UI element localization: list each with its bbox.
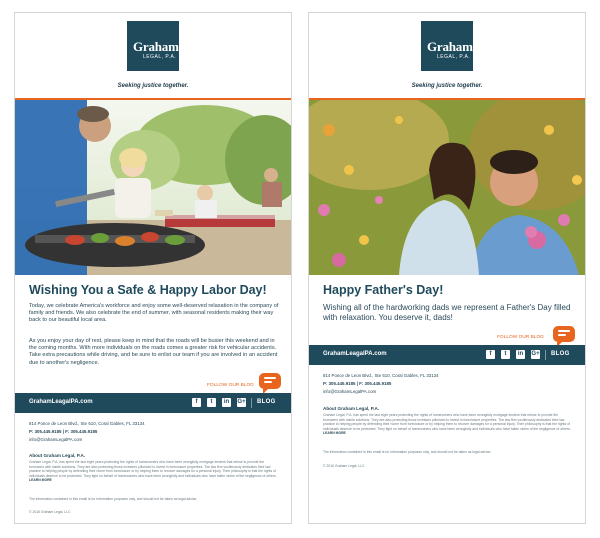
hero-image-family-bbq: [15, 100, 291, 275]
google-plus-icon[interactable]: G+: [237, 399, 246, 405]
phone-fax: P: 305.445.9185 | F: 305.445.9185: [29, 429, 98, 434]
phone-fax: P: 305.445.9185 | F: 305.445.9185: [323, 381, 392, 386]
chat-bubble-icon[interactable]: [553, 326, 575, 342]
copyright: © 2016 Graham Legal, LLC: [29, 510, 71, 514]
twitter-icon[interactable]: t: [207, 398, 216, 407]
graham-logo[interactable]: [421, 21, 473, 71]
email-card-labor-day: [14, 12, 292, 524]
follow-blog-link[interactable]: FOLLOW OUR BLOG: [497, 335, 544, 340]
bar-divider: [251, 398, 252, 408]
hero-image-father-daughter: [309, 100, 585, 275]
body-paragraph-1: Wishing all of the hardworking dads we represent a Father's Day filled with relaxation. You deserve it, dads!: [323, 303, 571, 322]
about-title: About Graham Legal, P.A.: [323, 406, 380, 411]
headline: Wishing You a Safe & Happy Labor Day!: [29, 283, 267, 297]
bar-divider: [545, 350, 546, 360]
disclaimer: The information contained in this email is for information purposes only, and should not be taken as legal advice.: [323, 450, 492, 454]
facebook-icon[interactable]: f: [486, 350, 495, 359]
footer-bar: [15, 393, 291, 413]
site-link[interactable]: GrahamLeagalPA.com: [323, 351, 387, 357]
headline: Happy Father's Day!: [323, 283, 444, 297]
tagline: Seeking justice together.: [411, 83, 483, 89]
tagline: Seeking justice together.: [117, 83, 189, 89]
about-text: [323, 413, 573, 436]
address: 814 Ponce de Leon Blvd., Ste 610, Coral Gables, FL 33134: [323, 373, 439, 378]
about-text: [29, 460, 279, 483]
email-link[interactable]: info@GrahamLegalPA.com: [29, 437, 83, 442]
body-paragraph-1: Today, we celebrate America's workforce and enjoy some well-deserved relaxation in the company of family and friends. We also celebrate the end of summer, with seasonal residents making their way back to our beautiful local area.: [29, 303, 279, 324]
logo-name: Graham: [133, 39, 179, 54]
disclaimer: The information contained in this email is for information purposes only, and should not be taken as legal advice.: [29, 497, 198, 501]
about-text-body: Graham Legal, P.A. has spent the last eight years protecting the rights of homeowners who have been wrongfully mortgage lenders that refuse to provide the borrowers with viable solutions. They are also protecting those investors pillorized to invest in foreclosure properties. The law firm vociferously dedicates their law practice to helping people by defending their home from foreclosure or by helping them to recover damages for a personal injury. Their philosophy is that the rights of individuals deserve to be protected. They fight on behalf of homeowners who have been wrongfully and individuals who have fallen victim of the negligence of others.: [29, 460, 277, 478]
learn-more-link[interactable]: LEARN MORE: [323, 431, 346, 436]
father-daughter-illustration: [309, 100, 585, 275]
logo-name: Graham: [427, 39, 473, 54]
logo-sub: LEGAL, P.A.: [143, 54, 177, 60]
chat-line: [558, 330, 570, 332]
google-plus-icon[interactable]: G+: [531, 351, 540, 357]
follow-blog-link[interactable]: FOLLOW OUR BLOG: [207, 383, 254, 388]
about-text-body: Graham Legal, P.A. has spent the last eight years protecting the rights of homeowners who have been wrongfully mortgage lenders that refuse to provide the borrowers with viable solutions. They are also protecting those investors pillorized to invest in foreclosure properties. The law firm vociferously dedicates their law practice to helping people by defending their home from foreclosure or by helping them to recover damages for a personal injury. Their philosophy is that the rights of individuals deserve to be protected. They fight on behalf of homeowners who have been wrongfully and individuals who have fallen victim of the negligence of others.: [323, 413, 571, 431]
chat-line: [264, 377, 276, 379]
family-bbq-illustration: [15, 100, 291, 275]
logo-sub: LEGAL, P.A.: [437, 54, 471, 60]
about-title: About Graham Legal, P.A.: [29, 453, 86, 458]
address: 814 Ponce de Leon Blvd., Ste 610, Coral Gables, FL 33134: [29, 421, 145, 426]
email-card-fathers-day: [308, 12, 586, 524]
site-link[interactable]: GrahamLeagalPA.com: [29, 399, 93, 405]
blog-link[interactable]: BLOG: [551, 351, 570, 357]
copyright: © 2016 Graham Legal, LLC: [323, 464, 365, 468]
linkedin-icon[interactable]: in: [223, 399, 230, 405]
chat-line: [264, 381, 272, 383]
graham-logo[interactable]: [127, 21, 179, 71]
blog-link[interactable]: BLOG: [257, 399, 276, 405]
chat-line: [558, 334, 566, 336]
facebook-icon[interactable]: f: [192, 398, 201, 407]
chat-bubble-icon[interactable]: [259, 373, 281, 389]
twitter-icon[interactable]: t: [501, 350, 510, 359]
footer-bar: [309, 345, 585, 365]
body-paragraph-2: As you enjoy your day of rest, please keep in mind that the roads will be busier this weekend and in the coming months. With more individuals on the roads comes a greater risk for vehicular accidents. Take extra precautions while driving, and be sure to enlist our team if you are involved in an accident due to another's negligence.: [29, 338, 278, 366]
email-link[interactable]: info@GrahamLegalPA.com: [323, 389, 377, 394]
linkedin-icon[interactable]: in: [517, 351, 524, 357]
learn-more-link[interactable]: LEARN MORE: [29, 478, 52, 483]
